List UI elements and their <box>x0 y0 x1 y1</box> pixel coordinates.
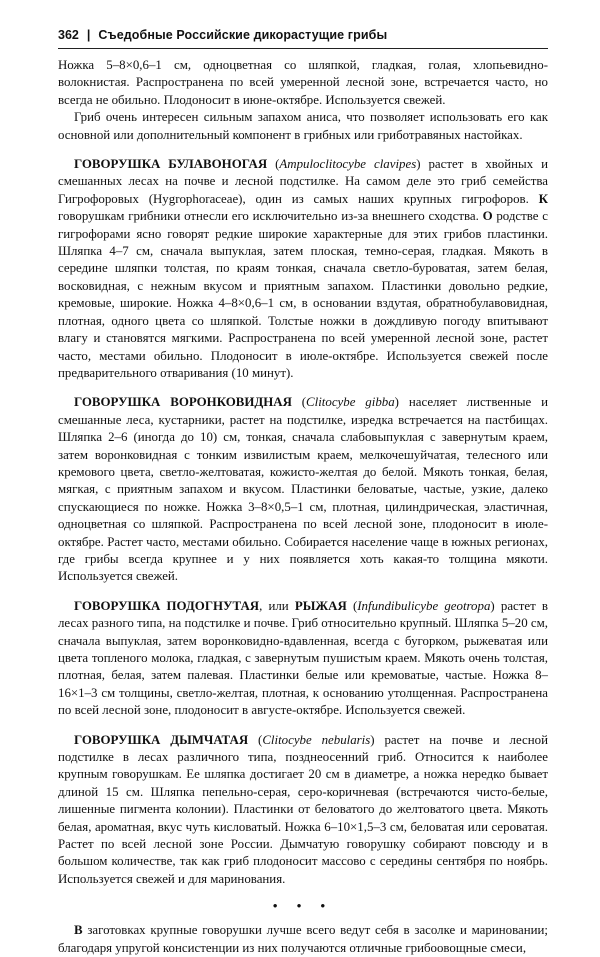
paragraph-preserves <box>58 922 548 957</box>
bold-letter: О <box>482 209 493 224</box>
entry-clavipes: ГОВОРУШКА БУЛАВОНОГАЯ (Ampuloclitocybe clavipes) растет в хвойных и смешанных лесах на почве и лесной подстилке. На самом деле это гриб семейства Гигрофоровых (Hygrophoraceae), один из самых наших крупных гигрофоров. К говорушкам грибники отнесли его исключительно из-за внешнего сходства. О родстве с гигрофорами ясно говорят редкие широкие характерные для этих грибов пластинки. Шляпка 4–7 см, сначала выпуклая, затем плоская, темно-серая, гладкая. Мякоть в середине шляпки толстая, по краям тонкая, сначала светло-буроватая, затем белая, восковидная, с нежным вкусом и приятным запахом. Пластинки довольно редкие, кремовые, широкие. Ножка 4–8×0,6–1 см, в основании вздутая, обратнобулавовидная, плотная, одного цвета со шляпкой. Толстые ножки в дождливую погоду впитывают влагу и становятся мягкими. Распространена по всей умеренной лесной зоне, растет часто, местами обильно. Плодоносит в июле-октябре. Используется свежей после предварительного отваривания (10 минут). <box>58 157 548 380</box>
entry-nebularis: ГОВОРУШКА ДЫМЧАТАЯ (Clitocybe nebularis) растет на почве и лесной подстилке в лесах различного типа, позднеосенний гриб. Относится к наиболее крупным говорушкам. Ее шляпка достигает 20 см в диаметре, а ножка нередко бывает длиной 15 см. Шляпка пепельно-серая, серо-коричневая (встречаются чисто-белые, лишенные пигмента колонии). Пластинки от беловатого до желтоватого цвета. Мякоть белая, ароматная, вкус чуть кисловатый. Ножка 6–10×1,5–3 см, беловатая или сероватая. Растет по всей лесной зоне России. Дымчатую говорушку собирают повсюду и в большом количестве, так как гриб плодоносит массово с середины сентября по ноябрь. Используется свежей и для маринования. <box>58 732 548 886</box>
header-separator: | <box>86 28 91 42</box>
latin-name: Ampuloclitocybe clavipes <box>279 157 417 172</box>
paragraph-text: заготовках крупные говорушки лучше всего ведут себя в засолке и мариновании; благодаря упругой консистенции из них получаются отличные грибоовощные смеси, <box>58 923 548 955</box>
conjunction: , или <box>259 598 295 613</box>
bold-letter: К <box>538 191 548 206</box>
entry-text: растет на почве и лесной подстилке в лесах различного типа, позднеосенний гриб. Относится к наиболее крупным говорушкам. Ее шляпка достигает 20 см в диаметре, а ножка нередко бывает длиной 15 см. Шляпка пепельно-серая, серо-коричневая (встречаются чисто-белые, лишенные пигмента колонии). Пластинки от беловатого до желтоватого цвета. Мякоть белая, ароматная, вкус чуть кисловатый. Ножка 6–10×1,5–3 см, беловатая или сероватая. Растет по всей лесной зоне России. Дымчатую говорушку собирают повсюду и в большом количестве, так как гриб плодоносит массово с середины сентября по ноябрь. Используется свежей и для маринования. <box>58 732 548 886</box>
entry-text: растет в лесах разного типа, на подстилке и почве. Гриб относительно крупный. Шляпка 5–20 см, сначала выпуклая, затем воронковидно-вдавленная, всегда с бугорком, рыжеватая или цвета топленого молока, гладкая, с завернутым пушистым краем. Мякоть очень толстая, плотная, белая, затем палевая. Пластинки белые или кремоватые, частые. Ножка 8–16×1–3 см толщины, светло-желтая, плотная, к основанию утолщенная. Распространена по всей лесной зоне, плодоносит в августе-октябре. Используется свежей. <box>58 598 548 718</box>
entry-text: говорушкам грибники отнесли его исключительно из-за внешнего сходства. <box>58 209 479 224</box>
running-header <box>58 28 548 49</box>
entry-text: населяет лиственные и смешанные леса, кустарники, растет на подстилке, изредка встречается на пастбищах. Шляпка 2–6 (иногда до 10) см, тонкая, сначала слабовыпуклая с завернутым краем, затем воронковидная с тонким извилистым краем, мелкочешуйчатая, телесного или кремового цвета, светло-желтоватая, кожисто-желтая до белой. Мякоть тонкая, белая, мягкая, с приятным запахом и вкусом. Пластинки беловатые, частые, узкие, далеко спускающиеся по ножке. Ножка 3–8×0,5–1 см, плотная, цилиндрическая, эластичная, одноцветная со шляпкой. Распространена по всей лесной зоне, плодоносит в июле-октябре. Растет часто, местами обильно. Собирается население чаще в южных регионах, где грибы всегда крупнее и у них появляется хоть какая-то толщина мякоти. Используется свежей. <box>58 395 548 584</box>
species-name: ГОВОРУШКА ДЫМЧАТАЯ <box>74 732 249 747</box>
entry-text: родстве с гигрофорами ясно говорят редкие широкие характерные для этих грибов пластинки. Шляпка 4–7 см, сначала выпуклая, затем плоская, темно-серая, гладкая. Мякоть в середине шляпки толстая, по краям тонкая, сначала светло-буроватая, затем белая, восковидная, с нежным вкусом и приятным запахом. Пластинки довольно редкие, кремовые, широкие. Ножка 4–8×0,6–1 см, в основании вздутая, обратнобулавовидная, плотная, одного цвета со шляпкой. Толстые ножки в дождливую погоду впитывают влагу и становятся мягкими. Распространена по всей умеренной лесной зоне, растет часто, местами обильно. Плодоносит в июле-октябре. Используется свежей после предварительного отваривания (10 минут). <box>58 209 548 380</box>
latin-name: Clitocybe nebularis <box>262 732 371 747</box>
entry-text: растет в хвойных и смешанных лесах на почве и лесной подстилке. На самом деле это гриб семейства Гигрофоровых (Hygrophoraceae), один из самых наших крупных гигрофоров. <box>58 157 548 206</box>
paragraph-anise-note: Гриб очень интересен сильным запахом аниса, что позволяет использовать его как основной или дополнительный компонент в грибных или гриботравяных настойках. <box>58 110 548 142</box>
section-divider: • • • <box>272 898 334 914</box>
species-name: ГОВОРУШКА БУЛАВОНОГАЯ <box>74 157 268 172</box>
latin-name: Clitocybe gibba <box>306 395 395 410</box>
species-name: ГОВОРУШКА ВОРОНКОВИДНАЯ <box>74 395 292 410</box>
species-name: ГОВОРУШКА ПОДОГНУТАЯ <box>74 598 260 613</box>
book-title: Съедобные Российские дикорастущие грибы <box>98 28 388 42</box>
entry-gibba: ГОВОРУШКА ВОРОНКОВИДНАЯ (Clitocybe gibba) населяет лиственные и смешанные леса, кустарники, растет на подстилке, изредка встречается на пастбищах. Шляпка 2–6 (иногда до 10) см, тонкая, сначала слабовыпуклая с завернутым краем, затем воронковидная с тонким извилистым краем, мелкочешуйчатая, телесного или кремового цвета, светло-желтоватая, кожисто-желтая до белой. Мякоть тонкая, белая, мягкая, с приятным запахом и вкусом. Пластинки беловатые, частые, узкие, далеко спускающиеся по ножке. Ножка 3–8×0,5–1 см, плотная, цилиндрическая, эластичная, одноцветная со шляпкой. Распространена по всей лесной зоне, плодоносит в июле-октябре. Растет часто, местами обильно. Собирается население чаще в южных регионах, где грибы всегда крупнее и у них появляется хоть какая-то толщина мякоти. Используется свежей. <box>58 395 548 584</box>
latin-name: Infundibulicybe geotropa <box>357 598 491 613</box>
bold-letter: В <box>74 923 83 938</box>
entry-geotropa: ГОВОРУШКА ПОДОГНУТАЯ, или РЫЖАЯ (Infundibulicybe geotropa) растет в лесах разного типа, на подстилке и почве. Гриб относительно крупный. Шляпка 5–20 см, сначала выпуклая, затем воронковидно-вдавленная, всегда с бугорком, рыжеватая или цвета топленого молока, гладкая, с завернутым пушистым краем. Мякоть очень толстая, плотная, белая, затем палевая. Пластинки белые или кремоватые, частые. Ножка 8–16×1–3 см толщины, светло-желтая, плотная, к основанию утолщенная. Распространена по всей лесной зоне, плодоносит в августе-октябре. Используется свежей. <box>58 598 548 718</box>
species-name-alt: РЫЖАЯ <box>294 598 347 613</box>
paragraph-continuation: Ножка 5–8×0,6–1 см, одноцветная со шляпкой, гладкая, голая, хлопьевидно-волокнистая. Распространена по всей умеренной лесной зоне, встречается часто, но всегда не обильно. Плодоносит в июне-октябре. Используется свежей. <box>58 58 548 107</box>
page-number: 362 <box>58 28 79 42</box>
